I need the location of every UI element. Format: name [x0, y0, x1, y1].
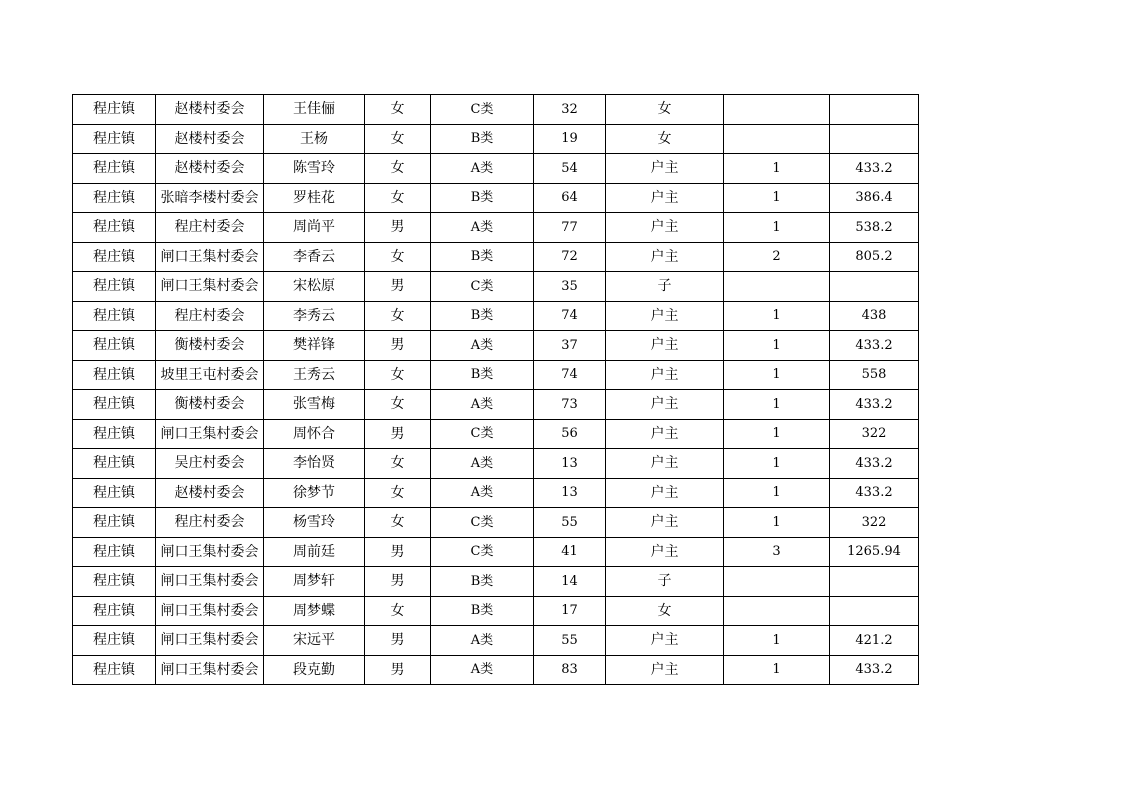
village-cell: 赵楼村委会: [156, 478, 264, 508]
category-cell: A类: [431, 213, 534, 243]
gender-cell: 女: [365, 183, 431, 213]
amount-cell: [830, 596, 919, 626]
gender-cell: 男: [365, 331, 431, 361]
name-cell: 宋远平: [264, 626, 365, 656]
town-cell: 程庄镇: [73, 154, 156, 184]
table-row: [73, 596, 919, 626]
relation-cell: 户主: [606, 478, 724, 508]
amount-cell: 433.2: [830, 154, 919, 184]
village-cell: 赵楼村委会: [156, 124, 264, 154]
category-cell: C类: [431, 419, 534, 449]
village-cell: 坡里王屯村委会: [156, 360, 264, 390]
household-count-cell: [724, 567, 830, 597]
gender-cell: 女: [365, 390, 431, 420]
town-cell: 程庄镇: [73, 655, 156, 685]
gender-cell: 男: [365, 213, 431, 243]
amount-cell: 322: [830, 419, 919, 449]
village-cell: 赵楼村委会: [156, 95, 264, 125]
village-cell: 闸口王集村委会: [156, 537, 264, 567]
category-cell: B类: [431, 567, 534, 597]
name-cell: 罗桂花: [264, 183, 365, 213]
household-count-cell: [724, 272, 830, 302]
gender-cell: 男: [365, 537, 431, 567]
gender-cell: 女: [365, 360, 431, 390]
data-table: [72, 94, 919, 685]
household-count-cell: 1: [724, 213, 830, 243]
gender-cell: 男: [365, 419, 431, 449]
household-count-cell: 1: [724, 449, 830, 479]
household-count-cell: 1: [724, 154, 830, 184]
village-cell: 闸口王集村委会: [156, 242, 264, 272]
town-cell: 程庄镇: [73, 301, 156, 331]
amount-cell: [830, 124, 919, 154]
town-cell: 程庄镇: [73, 449, 156, 479]
name-cell: 陈雪玲: [264, 154, 365, 184]
household-count-cell: [724, 124, 830, 154]
category-cell: B类: [431, 360, 534, 390]
table-row: [73, 242, 919, 272]
table-row: [73, 478, 919, 508]
age-cell: 32: [534, 95, 606, 125]
table-row: [73, 272, 919, 302]
town-cell: 程庄镇: [73, 419, 156, 449]
category-cell: A类: [431, 449, 534, 479]
table-row: [73, 213, 919, 243]
household-count-cell: 1: [724, 301, 830, 331]
amount-cell: 558: [830, 360, 919, 390]
age-cell: 14: [534, 567, 606, 597]
village-cell: 吴庄村委会: [156, 449, 264, 479]
gender-cell: 女: [365, 596, 431, 626]
household-count-cell: 1: [724, 360, 830, 390]
relation-cell: 户主: [606, 655, 724, 685]
name-cell: 李香云: [264, 242, 365, 272]
relation-cell: 户主: [606, 301, 724, 331]
category-cell: B类: [431, 596, 534, 626]
name-cell: 樊祥锋: [264, 331, 365, 361]
age-cell: 55: [534, 626, 606, 656]
amount-cell: 438: [830, 301, 919, 331]
category-cell: A类: [431, 331, 534, 361]
relation-cell: 子: [606, 272, 724, 302]
relation-cell: 户主: [606, 390, 724, 420]
age-cell: 56: [534, 419, 606, 449]
age-cell: 74: [534, 360, 606, 390]
name-cell: 杨雪玲: [264, 508, 365, 538]
gender-cell: 女: [365, 124, 431, 154]
table-row: [73, 567, 919, 597]
amount-cell: 538.2: [830, 213, 919, 243]
amount-cell: 433.2: [830, 449, 919, 479]
age-cell: 55: [534, 508, 606, 538]
table-row: [73, 154, 919, 184]
category-cell: C类: [431, 508, 534, 538]
household-count-cell: 1: [724, 478, 830, 508]
name-cell: 周前廷: [264, 537, 365, 567]
gender-cell: 女: [365, 478, 431, 508]
name-cell: 王佳俪: [264, 95, 365, 125]
town-cell: 程庄镇: [73, 213, 156, 243]
gender-cell: 男: [365, 655, 431, 685]
household-count-cell: [724, 596, 830, 626]
category-cell: A类: [431, 626, 534, 656]
gender-cell: 男: [365, 567, 431, 597]
name-cell: 徐梦节: [264, 478, 365, 508]
relation-cell: 女: [606, 95, 724, 125]
age-cell: 54: [534, 154, 606, 184]
age-cell: 41: [534, 537, 606, 567]
town-cell: 程庄镇: [73, 390, 156, 420]
table-row: [73, 95, 919, 125]
category-cell: B类: [431, 183, 534, 213]
amount-cell: 433.2: [830, 331, 919, 361]
name-cell: 王秀云: [264, 360, 365, 390]
town-cell: 程庄镇: [73, 242, 156, 272]
table-body: [73, 95, 919, 685]
village-cell: 衡楼村委会: [156, 390, 264, 420]
amount-cell: 433.2: [830, 655, 919, 685]
table-row: [73, 449, 919, 479]
age-cell: 13: [534, 478, 606, 508]
table-row: [73, 655, 919, 685]
table-row: [73, 390, 919, 420]
town-cell: 程庄镇: [73, 331, 156, 361]
village-cell: 闸口王集村委会: [156, 626, 264, 656]
household-count-cell: 1: [724, 508, 830, 538]
household-count-cell: 1: [724, 626, 830, 656]
amount-cell: 322: [830, 508, 919, 538]
age-cell: 35: [534, 272, 606, 302]
name-cell: 周尚平: [264, 213, 365, 243]
table-row: [73, 537, 919, 567]
gender-cell: 女: [365, 449, 431, 479]
gender-cell: 女: [365, 301, 431, 331]
name-cell: 李秀云: [264, 301, 365, 331]
town-cell: 程庄镇: [73, 95, 156, 125]
category-cell: B类: [431, 124, 534, 154]
name-cell: 周怀合: [264, 419, 365, 449]
town-cell: 程庄镇: [73, 360, 156, 390]
age-cell: 73: [534, 390, 606, 420]
relation-cell: 户主: [606, 360, 724, 390]
relation-cell: 女: [606, 596, 724, 626]
name-cell: 段克勤: [264, 655, 365, 685]
category-cell: A类: [431, 478, 534, 508]
table-row: [73, 626, 919, 656]
category-cell: C类: [431, 537, 534, 567]
table-row: [73, 301, 919, 331]
amount-cell: [830, 272, 919, 302]
age-cell: 74: [534, 301, 606, 331]
age-cell: 72: [534, 242, 606, 272]
table-row: [73, 419, 919, 449]
table-row: [73, 508, 919, 538]
village-cell: 闸口王集村委会: [156, 272, 264, 302]
amount-cell: [830, 95, 919, 125]
village-cell: 赵楼村委会: [156, 154, 264, 184]
table-row: [73, 183, 919, 213]
gender-cell: 男: [365, 626, 431, 656]
town-cell: 程庄镇: [73, 272, 156, 302]
category-cell: B类: [431, 242, 534, 272]
gender-cell: 男: [365, 272, 431, 302]
table-row: [73, 360, 919, 390]
amount-cell: 421.2: [830, 626, 919, 656]
age-cell: 19: [534, 124, 606, 154]
household-count-cell: 1: [724, 655, 830, 685]
name-cell: 张雪梅: [264, 390, 365, 420]
village-cell: 闸口王集村委会: [156, 567, 264, 597]
town-cell: 程庄镇: [73, 124, 156, 154]
amount-cell: 433.2: [830, 478, 919, 508]
gender-cell: 女: [365, 95, 431, 125]
town-cell: 程庄镇: [73, 478, 156, 508]
household-count-cell: 1: [724, 331, 830, 361]
amount-cell: [830, 567, 919, 597]
category-cell: A类: [431, 154, 534, 184]
village-cell: 闸口王集村委会: [156, 596, 264, 626]
village-cell: 程庄村委会: [156, 301, 264, 331]
village-cell: 衡楼村委会: [156, 331, 264, 361]
age-cell: 17: [534, 596, 606, 626]
relation-cell: 户主: [606, 242, 724, 272]
relation-cell: 户主: [606, 508, 724, 538]
household-count-cell: 1: [724, 183, 830, 213]
town-cell: 程庄镇: [73, 537, 156, 567]
gender-cell: 女: [365, 154, 431, 184]
category-cell: A类: [431, 390, 534, 420]
relation-cell: 户主: [606, 183, 724, 213]
town-cell: 程庄镇: [73, 626, 156, 656]
relation-cell: 户主: [606, 213, 724, 243]
town-cell: 程庄镇: [73, 508, 156, 538]
household-count-cell: 2: [724, 242, 830, 272]
category-cell: A类: [431, 655, 534, 685]
amount-cell: 386.4: [830, 183, 919, 213]
name-cell: 周梦蝶: [264, 596, 365, 626]
relation-cell: 户主: [606, 626, 724, 656]
relation-cell: 女: [606, 124, 724, 154]
relation-cell: 户主: [606, 449, 724, 479]
household-count-cell: [724, 95, 830, 125]
age-cell: 64: [534, 183, 606, 213]
village-cell: 闸口王集村委会: [156, 655, 264, 685]
category-cell: C类: [431, 95, 534, 125]
category-cell: B类: [431, 301, 534, 331]
village-cell: 程庄村委会: [156, 213, 264, 243]
amount-cell: 433.2: [830, 390, 919, 420]
village-cell: 张暗李楼村委会: [156, 183, 264, 213]
age-cell: 77: [534, 213, 606, 243]
gender-cell: 女: [365, 242, 431, 272]
town-cell: 程庄镇: [73, 183, 156, 213]
household-count-cell: 1: [724, 390, 830, 420]
village-cell: 程庄村委会: [156, 508, 264, 538]
relation-cell: 户主: [606, 419, 724, 449]
amount-cell: 1265.94: [830, 537, 919, 567]
name-cell: 宋松原: [264, 272, 365, 302]
category-cell: C类: [431, 272, 534, 302]
age-cell: 83: [534, 655, 606, 685]
town-cell: 程庄镇: [73, 567, 156, 597]
name-cell: 李怡贤: [264, 449, 365, 479]
village-cell: 闸口王集村委会: [156, 419, 264, 449]
age-cell: 13: [534, 449, 606, 479]
table-row: [73, 124, 919, 154]
relation-cell: 户主: [606, 537, 724, 567]
household-count-cell: 1: [724, 419, 830, 449]
household-count-cell: 3: [724, 537, 830, 567]
table-row: [73, 331, 919, 361]
town-cell: 程庄镇: [73, 596, 156, 626]
name-cell: 周梦轩: [264, 567, 365, 597]
gender-cell: 女: [365, 508, 431, 538]
name-cell: 王杨: [264, 124, 365, 154]
relation-cell: 户主: [606, 154, 724, 184]
amount-cell: 805.2: [830, 242, 919, 272]
age-cell: 37: [534, 331, 606, 361]
relation-cell: 户主: [606, 331, 724, 361]
relation-cell: 子: [606, 567, 724, 597]
